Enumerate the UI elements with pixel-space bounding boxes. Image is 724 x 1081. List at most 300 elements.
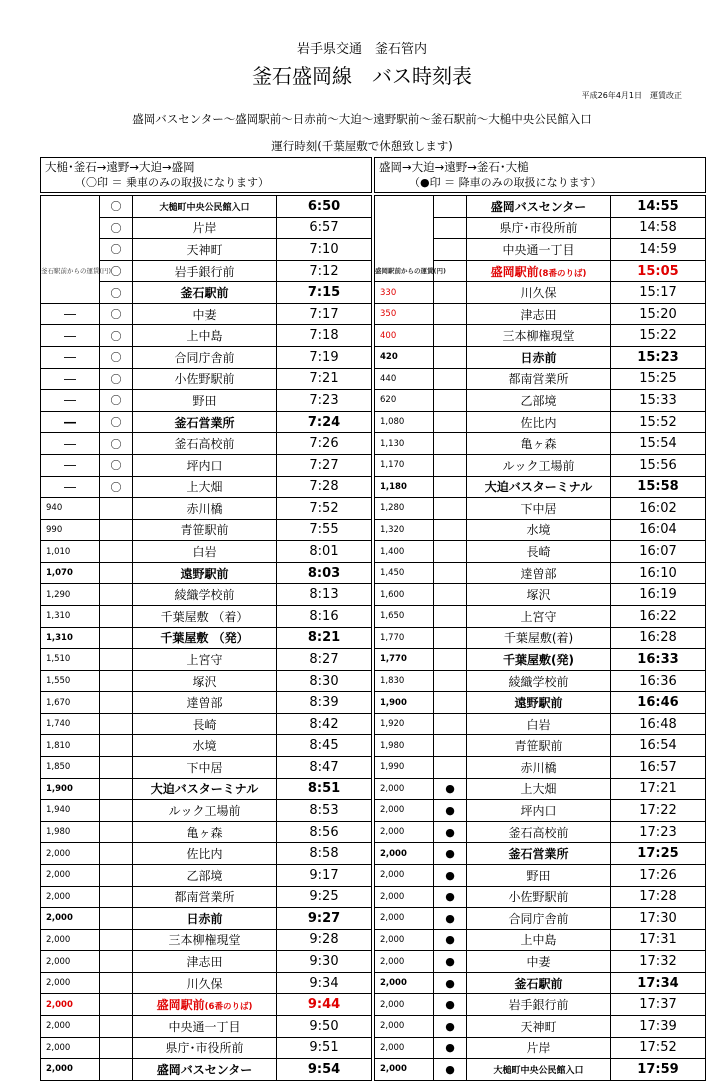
boarding-mark [100, 562, 133, 584]
stop-label: 千葉屋敷 （発） [160, 631, 249, 646]
departure-time: 7:55 [277, 519, 372, 541]
stop-name [467, 627, 611, 649]
table-row [375, 217, 706, 239]
fare-cell: 1,280 [375, 498, 434, 520]
boarding-mark: ● [434, 800, 467, 822]
departure-time: 15:25 [611, 368, 706, 390]
departure-time: 15:22 [611, 325, 706, 347]
stop-name [467, 347, 611, 369]
table-row [41, 843, 372, 865]
table-row [375, 303, 706, 325]
fare-cell: 2,000 [375, 843, 434, 865]
table-row [41, 390, 372, 412]
stop-name [133, 757, 277, 779]
stop-name [133, 260, 277, 282]
fare-cell: 1,900 [41, 778, 100, 800]
stop-name [467, 951, 611, 973]
table-row [375, 692, 706, 714]
stop-name [133, 519, 277, 541]
boarding-mark [434, 347, 467, 369]
boarding-mark [100, 519, 133, 541]
fare-cell: 1,830 [375, 670, 434, 692]
table-row [375, 951, 706, 973]
stop-label: 水境 [526, 523, 551, 538]
stop-label: 盛岡バスセンター [490, 199, 587, 214]
stop-name [467, 476, 611, 498]
stop-label: 大槌町中央公民館入口 [159, 202, 250, 213]
fare-cell: 1,980 [375, 735, 434, 757]
boarding-mark [100, 605, 133, 627]
stop-label: 釜石高校前 [174, 437, 235, 452]
page-title: 釜石盛岡線 バス時刻表 [252, 64, 472, 88]
boarding-mark [434, 325, 467, 347]
departure-time: 16:22 [611, 605, 706, 627]
table-row [375, 433, 706, 455]
boarding-mark [100, 821, 133, 843]
stop-label: ルック工場前 [168, 803, 241, 818]
departure-time: 8:03 [277, 562, 372, 584]
boarding-mark: ● [434, 778, 467, 800]
stop-label: 日赤前 [186, 911, 223, 926]
fare-cell: 1,920 [375, 713, 434, 735]
departure-time: 9:50 [277, 1015, 372, 1037]
table-row [375, 260, 706, 282]
stop-name [133, 347, 277, 369]
table-row [375, 908, 706, 930]
departure-time: 8:42 [277, 713, 372, 735]
stop-label: 長崎 [192, 717, 217, 732]
table-row [41, 282, 372, 304]
table-row [41, 908, 372, 930]
stop-label: 下中居 [186, 760, 223, 775]
stop-name [467, 886, 611, 908]
table-row [41, 929, 372, 951]
table-row [375, 476, 706, 498]
table-row [41, 562, 372, 584]
fare-cell: ― [41, 347, 100, 369]
departure-time: 16:02 [611, 498, 706, 520]
stop-name [467, 692, 611, 714]
stop-label: 上大畑 [520, 782, 557, 797]
departure-time: 17:28 [611, 886, 706, 908]
table-row [375, 821, 706, 843]
departure-time: 7:24 [277, 411, 372, 433]
departure-time: 17:37 [611, 994, 706, 1016]
stop-label: 佐比内 [520, 415, 557, 430]
fare-cell: 1,010 [41, 541, 100, 563]
fare-cell: 1,170 [375, 454, 434, 476]
boarding-mark: ● [434, 908, 467, 930]
inbound-timetable [374, 195, 706, 1081]
departure-time: 15:58 [611, 476, 706, 498]
boarding-mark [100, 864, 133, 886]
fare-cell: 2,000 [375, 886, 434, 908]
fare-cell: 620 [375, 390, 434, 412]
stop-name [467, 325, 611, 347]
boarding-mark [100, 929, 133, 951]
boarding-mark: ● [434, 994, 467, 1016]
departure-time: 15:52 [611, 411, 706, 433]
stop-name [133, 735, 277, 757]
departure-time: 8:21 [277, 627, 372, 649]
table-row [41, 951, 372, 973]
stop-label: 県庁･市役所前 [499, 221, 578, 236]
boarding-mark [434, 282, 467, 304]
stop-name [133, 821, 277, 843]
boarding-mark: ● [434, 1059, 467, 1081]
departure-time: 17:32 [611, 951, 706, 973]
departure-time: 16:57 [611, 757, 706, 779]
departure-time: 17:22 [611, 800, 706, 822]
fare-cell [375, 239, 434, 261]
fare-cell [41, 239, 100, 261]
departure-time: 15:20 [611, 303, 706, 325]
boarding-mark [434, 217, 467, 239]
stop-label: 野田 [526, 868, 551, 883]
boarding-mark [434, 390, 467, 412]
fare-cell [375, 217, 434, 239]
fare-cell: 2,000 [375, 1037, 434, 1059]
stop-label: 都南営業所 [508, 372, 569, 387]
table-row [375, 670, 706, 692]
outbound-heading: 大槌･釜石→遠野→大迫→盛岡 [45, 160, 195, 174]
boarding-mark [434, 692, 467, 714]
table-row [375, 800, 706, 822]
fare-cell: 2,000 [375, 778, 434, 800]
fare-cell: 350 [375, 303, 434, 325]
fare-cell: ― [41, 303, 100, 325]
boarding-mark [100, 972, 133, 994]
fare-cell: 1,400 [375, 541, 434, 563]
fare-cell: 2,000 [375, 951, 434, 973]
table-row [41, 368, 372, 390]
table-row [375, 843, 706, 865]
stop-name [467, 757, 611, 779]
stop-label: 達曽部 [520, 566, 557, 581]
boarding-mark [100, 778, 133, 800]
departure-time: 17:25 [611, 843, 706, 865]
fare-cell: 2,000 [375, 972, 434, 994]
departure-time: 7:19 [277, 347, 372, 369]
departure-time: 15:23 [611, 347, 706, 369]
departure-time: 7:12 [277, 260, 372, 282]
fare-cell: 1,900 [375, 692, 434, 714]
outbound-panel [40, 157, 372, 1081]
route-description: 盛岡バスセンター～盛岡駅前～日赤前～大迫～遠野駅前～釜石駅前～大槌中央公民館入口 [132, 112, 592, 126]
stop-label: 岩手銀行前 [174, 264, 235, 279]
stop-label: 水境 [192, 739, 217, 754]
fare-cell: ― [41, 411, 100, 433]
boarding-mark: ● [434, 886, 467, 908]
stop-label: 都南営業所 [174, 890, 235, 905]
stop-name [133, 886, 277, 908]
fare-cell: ― [41, 433, 100, 455]
departure-time: 8:30 [277, 670, 372, 692]
table-row [375, 627, 706, 649]
stop-name [133, 303, 277, 325]
boarding-mark [434, 649, 467, 671]
stop-name [467, 649, 611, 671]
fare-cell: 2,000 [41, 929, 100, 951]
boarding-mark: 〇 [100, 260, 133, 282]
boarding-mark [100, 951, 133, 973]
stop-name [467, 908, 611, 930]
table-row [375, 1037, 706, 1059]
stop-label: 盛岡駅前 [490, 264, 539, 279]
table-row [41, 692, 372, 714]
boarding-mark [100, 692, 133, 714]
departure-time: 9:28 [277, 929, 372, 951]
stop-name [133, 929, 277, 951]
stop-name [133, 1059, 277, 1081]
table-row [375, 390, 706, 412]
table-row [41, 1037, 372, 1059]
departure-time: 7:26 [277, 433, 372, 455]
table-row [41, 735, 372, 757]
fare-cell: 1,770 [375, 627, 434, 649]
stop-label: ルック工場前 [502, 458, 575, 473]
departure-time: 7:23 [277, 390, 372, 412]
boarding-mark [100, 649, 133, 671]
stop-label: 合同庁舎前 [508, 911, 569, 926]
stop-label: 下中居 [520, 501, 557, 516]
platform-note: (8番のりば) [538, 268, 587, 279]
boarding-mark [100, 843, 133, 865]
departure-time: 9:34 [277, 972, 372, 994]
fare-cell: 1,290 [41, 584, 100, 606]
boarding-mark [434, 584, 467, 606]
fare-cell: 2,000 [41, 843, 100, 865]
table-row [41, 239, 372, 261]
boarding-mark: 〇 [100, 390, 133, 412]
stop-name [133, 908, 277, 930]
table-row [41, 821, 372, 843]
departure-time: 16:19 [611, 584, 706, 606]
boarding-mark: 〇 [100, 196, 133, 218]
boarding-mark: 〇 [100, 282, 133, 304]
departure-time: 8:39 [277, 692, 372, 714]
stop-label: 県庁･市役所前 [165, 1041, 244, 1056]
table-row [41, 217, 372, 239]
boarding-mark [434, 627, 467, 649]
fare-cell: 2,000 [41, 951, 100, 973]
stop-name [133, 1037, 277, 1059]
departure-time: 15:33 [611, 390, 706, 412]
stop-label: 上中島 [520, 933, 557, 948]
table-row [41, 260, 372, 282]
table-row [41, 627, 372, 649]
stop-name [133, 951, 277, 973]
stop-label: 白岩 [192, 545, 217, 560]
boarding-mark [434, 303, 467, 325]
stop-name [467, 778, 611, 800]
table-row [41, 196, 372, 218]
boarding-mark: 〇 [100, 239, 133, 261]
fare-cell: 2,000 [41, 1015, 100, 1037]
departure-time: 8:01 [277, 541, 372, 563]
stop-label: 日赤前 [520, 350, 557, 365]
boarding-mark [434, 498, 467, 520]
stop-name [133, 325, 277, 347]
fare-cell: 2,000 [375, 864, 434, 886]
fare-cell: 1,510 [41, 649, 100, 671]
stop-label: 大迫バスターミナル [484, 480, 593, 495]
boarding-mark [100, 627, 133, 649]
fare-cell: 2,000 [375, 908, 434, 930]
boarding-mark [100, 908, 133, 930]
departure-time: 16:36 [611, 670, 706, 692]
fare-cell: 2,000 [375, 929, 434, 951]
fare-cell: ― [41, 325, 100, 347]
stop-label: 盛岡駅前 [156, 998, 205, 1013]
stop-label: 天神町 [520, 1019, 557, 1034]
stop-label: 片岸 [192, 221, 217, 236]
stop-name [133, 433, 277, 455]
stop-name [467, 239, 611, 261]
stop-label: 岩手銀行前 [508, 998, 569, 1013]
stop-label: 野田 [192, 393, 217, 408]
boarding-mark [434, 196, 467, 218]
departure-time: 8:16 [277, 605, 372, 627]
table-row [41, 778, 372, 800]
stop-name [467, 498, 611, 520]
stop-label: 乙部境 [520, 393, 557, 408]
boarding-mark: ● [434, 821, 467, 843]
fare-cell: 2,000 [41, 864, 100, 886]
table-row [375, 1015, 706, 1037]
table-row [375, 864, 706, 886]
stop-name [467, 1015, 611, 1037]
stop-label: 赤川橋 [186, 501, 223, 516]
stop-label: 中央通一丁目 [168, 1019, 241, 1034]
table-row [375, 713, 706, 735]
boarding-mark [100, 1015, 133, 1037]
table-row [41, 433, 372, 455]
fare-cell: 1,740 [41, 713, 100, 735]
fare-caption: 盛岡駅前からの運賃(円) [375, 266, 446, 275]
stop-label: 釜石営業所 [174, 415, 235, 430]
fare-cell: 1,850 [41, 757, 100, 779]
stop-name [133, 282, 277, 304]
departure-time: 17:52 [611, 1037, 706, 1059]
table-row [375, 541, 706, 563]
fare-cell: 2,000 [375, 994, 434, 1016]
stop-name [467, 1037, 611, 1059]
table-row [375, 325, 706, 347]
boarding-mark: 〇 [100, 411, 133, 433]
table-row [41, 864, 372, 886]
boarding-mark [100, 886, 133, 908]
stop-name [133, 217, 277, 239]
stop-name [467, 843, 611, 865]
stop-label: 上大畑 [186, 480, 223, 495]
boarding-mark [434, 605, 467, 627]
departure-time: 16:48 [611, 713, 706, 735]
stop-name [467, 994, 611, 1016]
table-row [375, 347, 706, 369]
departure-time: 14:55 [611, 196, 706, 218]
departure-time: 17:59 [611, 1059, 706, 1081]
departure-time: 8:27 [277, 649, 372, 671]
fare-cell: ― [41, 454, 100, 476]
departure-time: 14:59 [611, 239, 706, 261]
boarding-mark: 〇 [100, 217, 133, 239]
table-row [375, 735, 706, 757]
table-row [41, 347, 372, 369]
departure-time: 17:26 [611, 864, 706, 886]
table-row [41, 713, 372, 735]
boarding-mark: ● [434, 864, 467, 886]
stop-name [133, 541, 277, 563]
fare-cell: 2,000 [41, 908, 100, 930]
stop-name [467, 713, 611, 735]
boarding-mark: ● [434, 929, 467, 951]
table-row [41, 757, 372, 779]
boarding-mark [434, 757, 467, 779]
table-row [375, 584, 706, 606]
boarding-mark [434, 433, 467, 455]
fare-cell: 1,130 [375, 433, 434, 455]
table-row [375, 605, 706, 627]
fare-cell [375, 260, 446, 282]
table-row [375, 778, 706, 800]
stop-label: 川久保 [520, 286, 557, 301]
stop-name [133, 239, 277, 261]
boarding-mark [434, 519, 467, 541]
table-row [375, 454, 706, 476]
stop-name [133, 476, 277, 498]
stop-label: 綾織学校前 [174, 588, 235, 603]
fare-cell [41, 260, 112, 282]
stop-name [133, 498, 277, 520]
stop-name [467, 260, 611, 282]
fare-cell: 1,310 [41, 627, 100, 649]
fare-cell: 1,650 [375, 605, 434, 627]
fare-cell [41, 217, 100, 239]
stop-name [133, 196, 277, 218]
stop-label: 乙部境 [186, 868, 223, 883]
departure-time: 15:05 [611, 260, 706, 282]
stop-name [133, 562, 277, 584]
stop-label: 千葉屋敷 （着） [160, 609, 249, 624]
operation-note: 運行時刻(千葉屋敷で休憩致します) [271, 139, 453, 153]
stop-name [467, 217, 611, 239]
table-row [41, 1015, 372, 1037]
stop-name [133, 864, 277, 886]
stop-name [133, 670, 277, 692]
departure-time: 14:58 [611, 217, 706, 239]
stop-label: 津志田 [186, 955, 223, 970]
boarding-mark [100, 1059, 133, 1081]
stop-name [467, 735, 611, 757]
fare-cell: 2,000 [41, 972, 100, 994]
table-row [41, 649, 372, 671]
departure-time: 7:18 [277, 325, 372, 347]
fare-cell [41, 282, 100, 304]
departure-time: 17:30 [611, 908, 706, 930]
stop-label: 中央通一丁目 [502, 242, 575, 257]
stop-label: 赤川橋 [520, 760, 557, 775]
stop-name [133, 649, 277, 671]
stop-label: 達曽部 [186, 696, 223, 711]
fare-cell: 2,000 [375, 1015, 434, 1037]
stop-label: 上宮守 [186, 652, 223, 667]
boarding-mark [434, 454, 467, 476]
fare-cell: 1,070 [41, 562, 100, 584]
fare-cell: 400 [375, 325, 434, 347]
table-row [375, 757, 706, 779]
stop-label: 坪内口 [520, 803, 557, 818]
